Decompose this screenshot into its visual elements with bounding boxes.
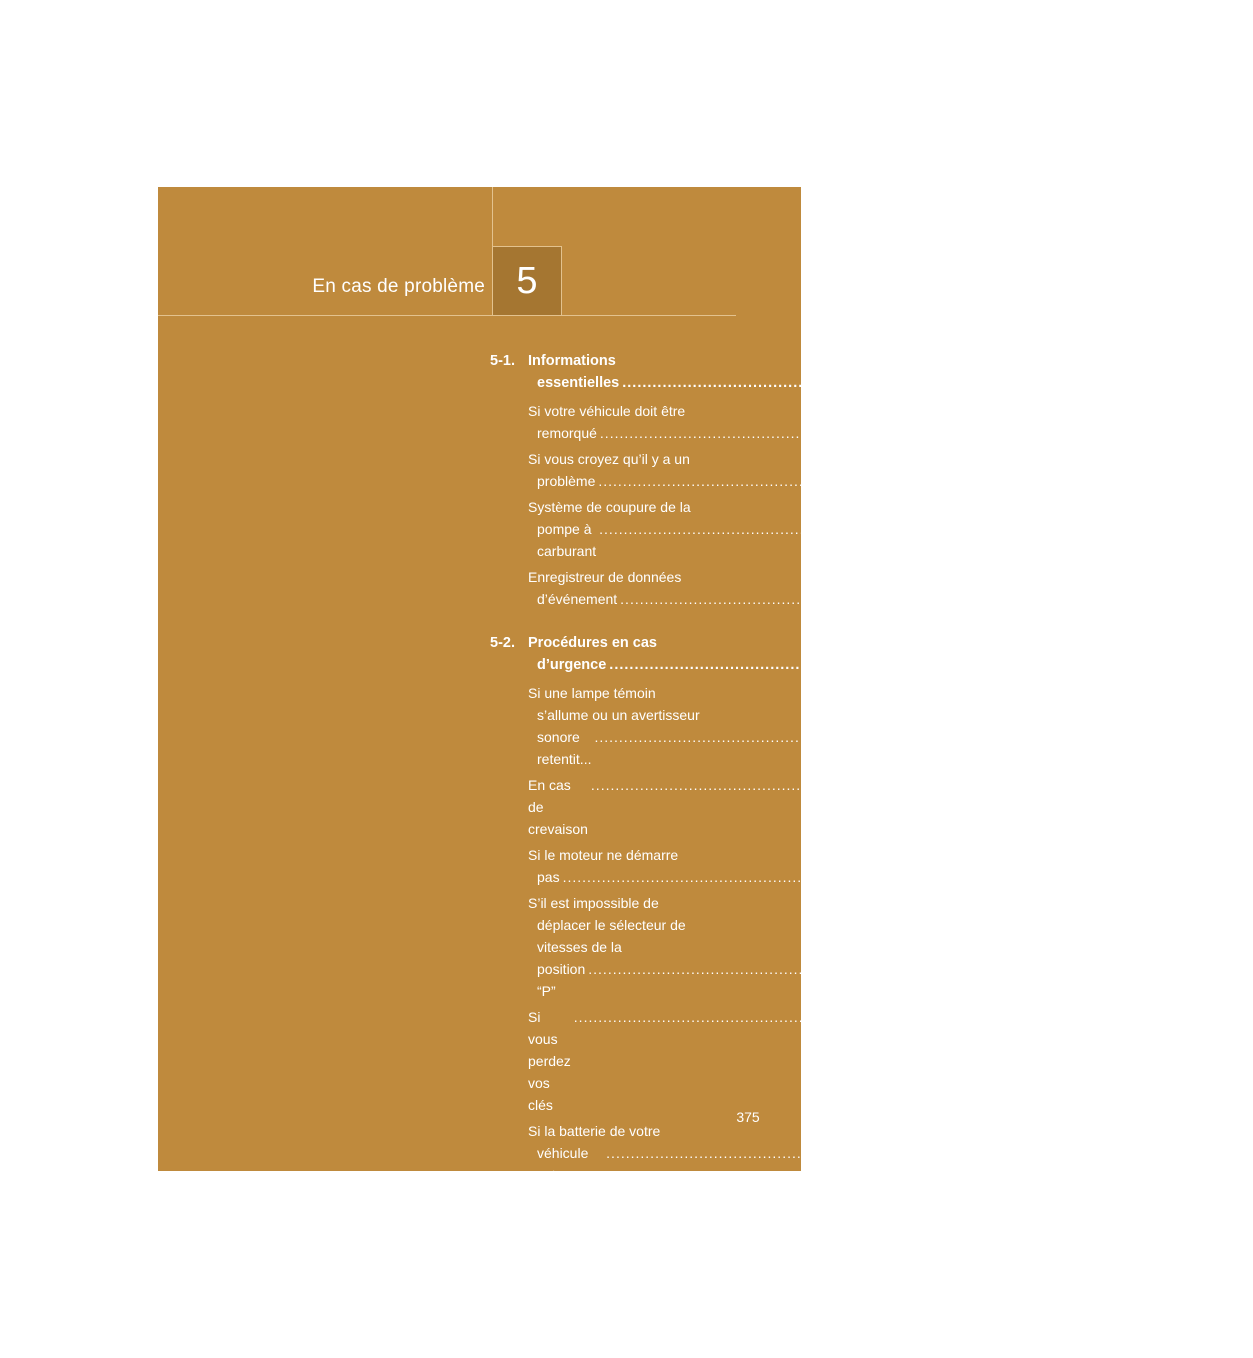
- leader-dots: ........................................................................................................................: [573, 1009, 1161, 1025]
- toc-entry-line: Si le moteur ne démarre: [528, 847, 679, 863]
- toc-entry-line: Système de coupure de la: [528, 499, 691, 515]
- section-page-number: 385: [1215, 657, 1240, 673]
- toc-entry-row: [528, 470, 1212, 492]
- leader-dots: ........................................................................................................................: [594, 729, 1182, 745]
- leader-dots: ........................................................................................................................: [562, 869, 1150, 885]
- toc-entry-page-number: 406: [1152, 869, 1176, 885]
- toc-entry-title: sonore retentit...: [537, 729, 592, 767]
- toc-entry-title: En cas de crevaison: [528, 777, 588, 837]
- toc-entry[interactable]: [528, 682, 1208, 770]
- leader-dots: ........................................................................................................................: [622, 375, 1226, 391]
- toc-entry[interactable]: [528, 892, 1202, 1002]
- section-title: [528, 632, 1240, 676]
- toc-entry-row: [528, 588, 1234, 610]
- toc-section-heading[interactable]: [490, 632, 1240, 676]
- toc-entry[interactable]: [528, 1006, 1187, 1116]
- leader-dots: ........................................................................................................................: [606, 1145, 1193, 1161]
- toc-entry-list: [528, 400, 1234, 610]
- section-title-line: Procédures en cas: [528, 635, 657, 651]
- leader-dots: ........................................................................................................................: [596, 1215, 1183, 1231]
- toc-entry[interactable]: [528, 1120, 1220, 1208]
- leader-dots: ........................................................................................................................: [582, 1307, 1169, 1323]
- toc-entry-title: d’événement: [537, 591, 618, 607]
- toc-entry[interactable]: [528, 1282, 1196, 1326]
- toc-entry-line: Si votre véhicule est: [528, 1285, 654, 1301]
- toc-entry-page-number: 376: [1189, 425, 1214, 441]
- toc-entry-line: Si une lampe témoin: [528, 685, 656, 701]
- toc-entry-page-number: 383: [1209, 591, 1234, 607]
- page-number: 375: [736, 1109, 760, 1125]
- toc-entry-title: position “P”: [537, 961, 586, 999]
- toc-entry-page-number: 385: [1184, 729, 1208, 745]
- toc-entry[interactable]: [528, 844, 1176, 888]
- section-title: [528, 350, 1253, 394]
- toc-entry[interactable]: [528, 400, 1214, 444]
- toc-entry-page-number: 414: [1171, 1307, 1196, 1323]
- toc-entry-row: [528, 1304, 1196, 1326]
- toc-entry-row: [528, 1212, 1210, 1278]
- toc-entry-row: [528, 774, 1205, 840]
- leader-dots: ........................................................................................................................: [599, 425, 1187, 441]
- section-number: 5-2.: [490, 635, 515, 651]
- toc-entry-line: S’il est impossible de: [528, 895, 659, 911]
- toc-entry-title: remorqué: [537, 425, 597, 441]
- leader-dots: ........................................................................................................................: [598, 473, 1186, 489]
- toc-entry[interactable]: [528, 448, 1212, 492]
- toc-entry-row: [528, 866, 1176, 888]
- chapter-number: 5: [516, 259, 538, 302]
- toc-section: [490, 350, 1253, 610]
- toc-entry[interactable]: [528, 566, 1234, 610]
- toc-entry-line: déplacer le sélecteur de: [537, 917, 686, 933]
- section-page-number: 376: [1228, 375, 1253, 391]
- leader-dots: ........................................................................................................................: [588, 961, 1176, 977]
- section-title-row: [528, 654, 1240, 676]
- toc-entry-page-number: 407: [1178, 961, 1202, 977]
- toc-entry-title: bloqué: [537, 1307, 580, 1323]
- toc-entry-line: s’allume ou un avertisseur: [537, 707, 700, 723]
- toc-entry-page-number: 381: [1188, 473, 1212, 489]
- toc-entry-row: [528, 422, 1214, 444]
- toc-entry-title: Si vous perdez vos clés: [528, 1009, 571, 1113]
- toc-entry-row: [528, 958, 1202, 1002]
- toc-entry-row: [528, 726, 1208, 770]
- toc-entry-page-number: 408: [1163, 1009, 1187, 1025]
- section-title-line: d’urgence: [537, 657, 607, 673]
- toc-entry[interactable]: [528, 496, 1213, 562]
- toc-entry-row: [528, 518, 1213, 562]
- leader-dots: ........................................................................................................................: [599, 521, 1186, 537]
- chapter-title: En cas de problème: [312, 276, 485, 297]
- toc-entry-line: Si la batterie de votre: [528, 1123, 661, 1139]
- toc-entry-page-number: 382: [1188, 521, 1213, 537]
- toc-entry-page-number: 412: [1185, 1215, 1210, 1231]
- toc-entry-title: véhicule est déchargée: [537, 1145, 604, 1205]
- section-title-line: Informations: [528, 353, 616, 369]
- leader-dots: ........................................................................................................................: [609, 657, 1213, 673]
- toc-entry-line: Enregistreur de données: [528, 569, 682, 585]
- leader-dots: ........................................................................................................................: [620, 591, 1207, 607]
- toc-entry-title: Si le véhicule surchauffe: [528, 1215, 594, 1275]
- toc-entry-title: pompe à carburant: [537, 521, 597, 559]
- toc-entry-row: [528, 1142, 1220, 1208]
- section-number: 5-1.: [490, 353, 515, 369]
- toc-entry-title: pas: [537, 869, 560, 885]
- leader-dots: ........................................................................................................................: [590, 777, 1178, 793]
- section-title-row: [528, 372, 1253, 394]
- chapter-number-box: [493, 246, 562, 315]
- toc-entry-title: problème: [537, 473, 596, 489]
- toc-entry[interactable]: [528, 774, 1205, 840]
- toc-entry-line: Si votre véhicule doit être: [528, 403, 686, 419]
- header-divider-horizontal: [158, 315, 736, 316]
- toc-section-heading[interactable]: [490, 350, 1253, 394]
- toc-entry-page-number: 395: [1180, 777, 1205, 793]
- toc-entry-page-number: 409: [1195, 1145, 1220, 1161]
- toc-entry-line: vitesses de la: [537, 939, 622, 955]
- section-title-line: essentielles: [537, 375, 620, 391]
- toc-entry-line: Si vous croyez qu’il y a un: [528, 451, 690, 467]
- toc-entry[interactable]: [528, 1212, 1210, 1278]
- toc-entry-row: [528, 1006, 1187, 1116]
